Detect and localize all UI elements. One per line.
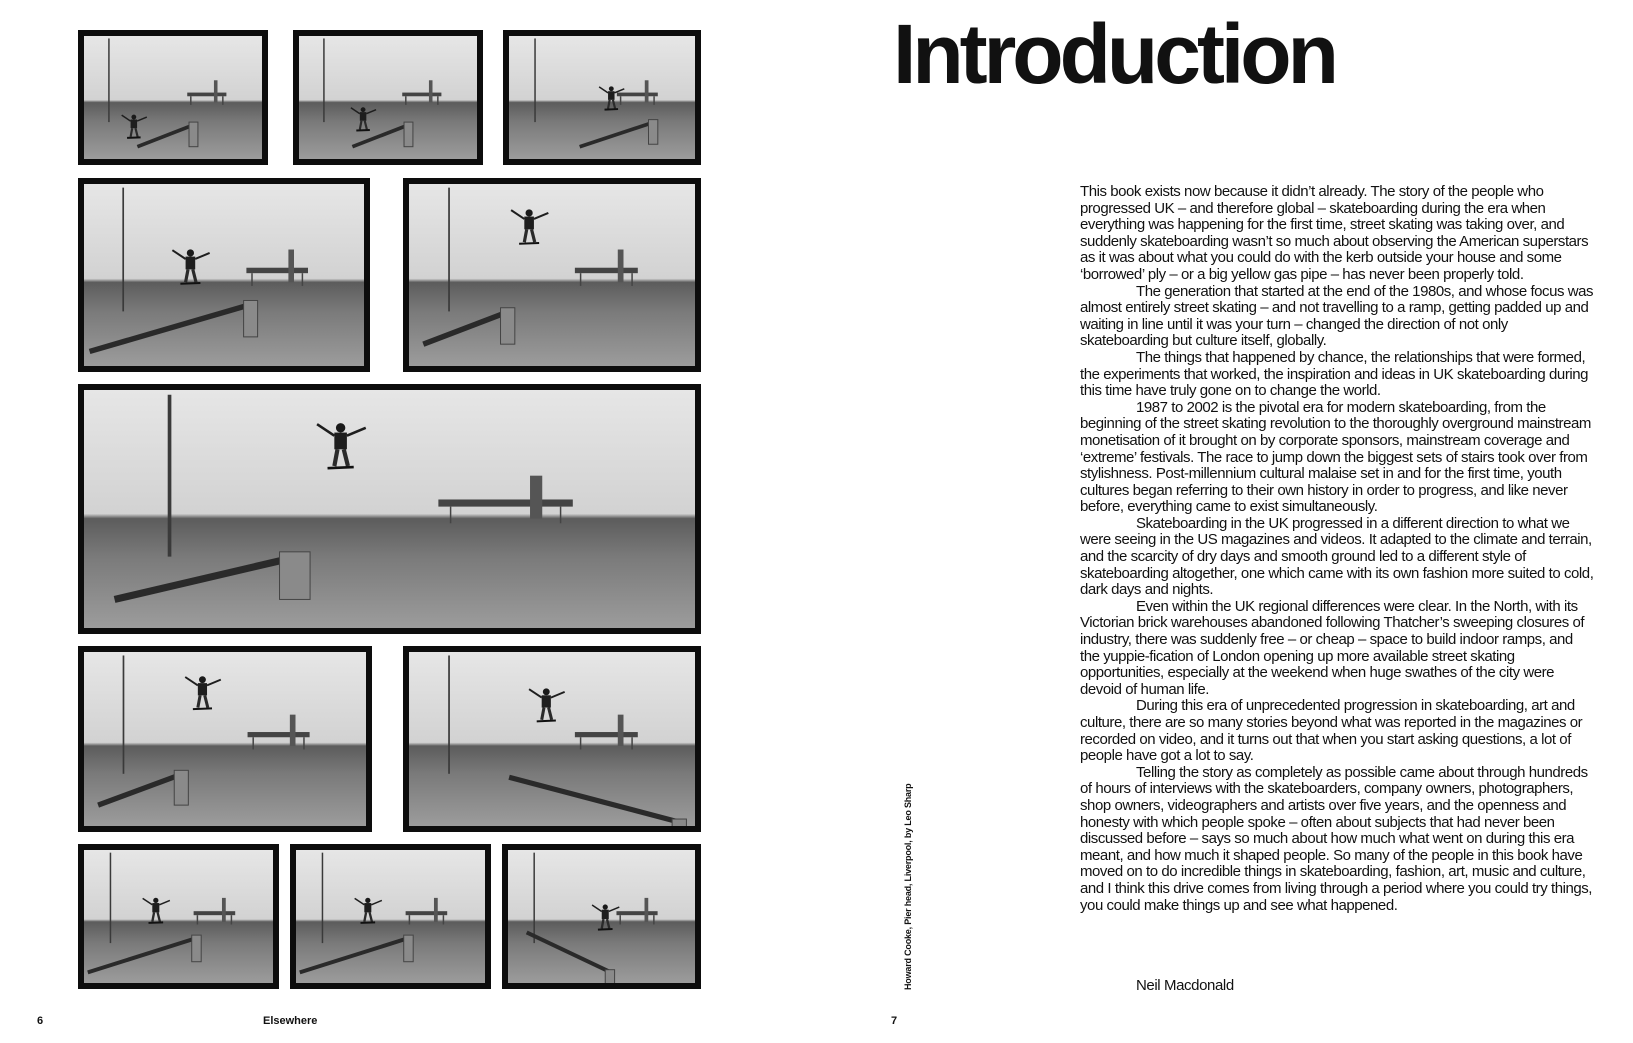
paragraph: The things that happened by chance, the relationships that were formed, the experiments that worked, the inspiration and ideas in UK skateboarding during this time have truly gone on to change the world. (1080, 348, 1589, 400)
left-page-number: 6 (37, 1015, 44, 1027)
photo-row1-3 (503, 30, 701, 165)
paragraph: The generation that started at the end of the 1980s, and whose focus was almost entirely street skating – and not travelling to a ramp, getting padded up and waiting in line until it was your turn – changed the direction of not only skateboarding but culture itself, globally. (1080, 282, 1594, 350)
photo-scene (299, 36, 477, 159)
right-page-number: 7 (891, 1015, 898, 1027)
photo-row4-2 (403, 646, 701, 832)
photo-row2-2 (403, 178, 701, 372)
photo-row4-1 (78, 646, 372, 832)
running-title: Elsewhere (263, 1015, 318, 1027)
photo-scene (84, 390, 695, 628)
paragraph: During this era of unprecedented progression in skateboarding, art and culture, there are so many stories beyond what was reported in the magazines or recorded on video, and it turns out that when you start asking questions, a lot of people have got a lot to say. (1080, 697, 1583, 765)
photo-scene (84, 652, 366, 826)
photo-row2-1 (78, 178, 370, 372)
photo-scene (508, 850, 695, 983)
photo-scene (509, 36, 695, 159)
photo-scene (84, 850, 273, 983)
photo-large (78, 384, 701, 634)
photo-scene (84, 36, 262, 159)
photo-row5-3 (502, 844, 701, 989)
photo-scene (409, 652, 695, 826)
photo-row5-2 (290, 844, 491, 989)
photo-caption: Howard Cooke, Pier head, Liverpool, by Leo Sharp (903, 783, 913, 990)
photo-row1-2 (293, 30, 483, 165)
paragraph: This book exists now because it didn’t already. The story of the people who progressed UK – and therefore global – skateboarding during the era when everything was happening for the first time, street skating was taking over, and suddenly skateboarding wasn’t so much about observing the American superstars as it was about what you could do with the kerb outside your house and some ‘borrowed’ ply – or a big yellow gas pipe – has never been properly told. (1080, 183, 1589, 283)
paragraph: 1987 to 2002 is the pivotal era for modern skateboarding, from the beginning of the street skating revolution to the thoroughly overground mainstream monetisation of it brought on by corporate sponsors, mainstream coverage and ‘extreme’ festivals. The race to jump down the biggest sets of stairs took over from stylishness. Post-millennium cultural malaise set in and for the first time, youth cultures began referring to their own history in order to progress, and like never before, everything came to exist simultaneously. (1080, 398, 1591, 516)
photo-scene (296, 850, 485, 983)
paragraph: Even within the UK regional differences were clear. In the North, with its Victorian brick warehouses abandoned following Thatcher’s sweeping closures of industry, there was suddenly free – or cheap – space to build indoor ramps, and the yuppie-fication of London opening up more available street skating opportunities, especially at the weekend when huge swathes of the city were devoid of human life. (1080, 597, 1585, 698)
page-title: Introduction (893, 7, 1335, 101)
photo-row1-1 (78, 30, 268, 165)
author-signature: Neil Macdonald (1136, 977, 1234, 994)
paragraph: Skateboarding in the UK progressed in a different direction to what we were seeing in the US magazines and videos. It adapted to the climate and terrain, and the scarcity of dry days and smooth ground led to a different style of skateboarding altogether, one which came with its own fashion more suited to cold, dark days and nights. (1080, 514, 1594, 599)
paragraph: Telling the story as completely as possible came about through hundreds of hours of interviews with the skateboarders, company owners, photographers, shop owners, videographers and artists over five years, and the openness and honesty with which people spoke – often about subjects that had never been discussed before – says so much about how much what went on during this era meant, and how much it shaped people. So many of the people in this book have moved on to do incredible things in skateboarding, fashion, art, music and culture, and I think this drive comes from living through a period where you could try things, you could make things up and see what happened. (1080, 763, 1593, 914)
introduction-body (1080, 184, 1596, 914)
photo-scene (409, 184, 695, 366)
photo-scene (84, 184, 364, 366)
photo-row5-1 (78, 844, 279, 989)
